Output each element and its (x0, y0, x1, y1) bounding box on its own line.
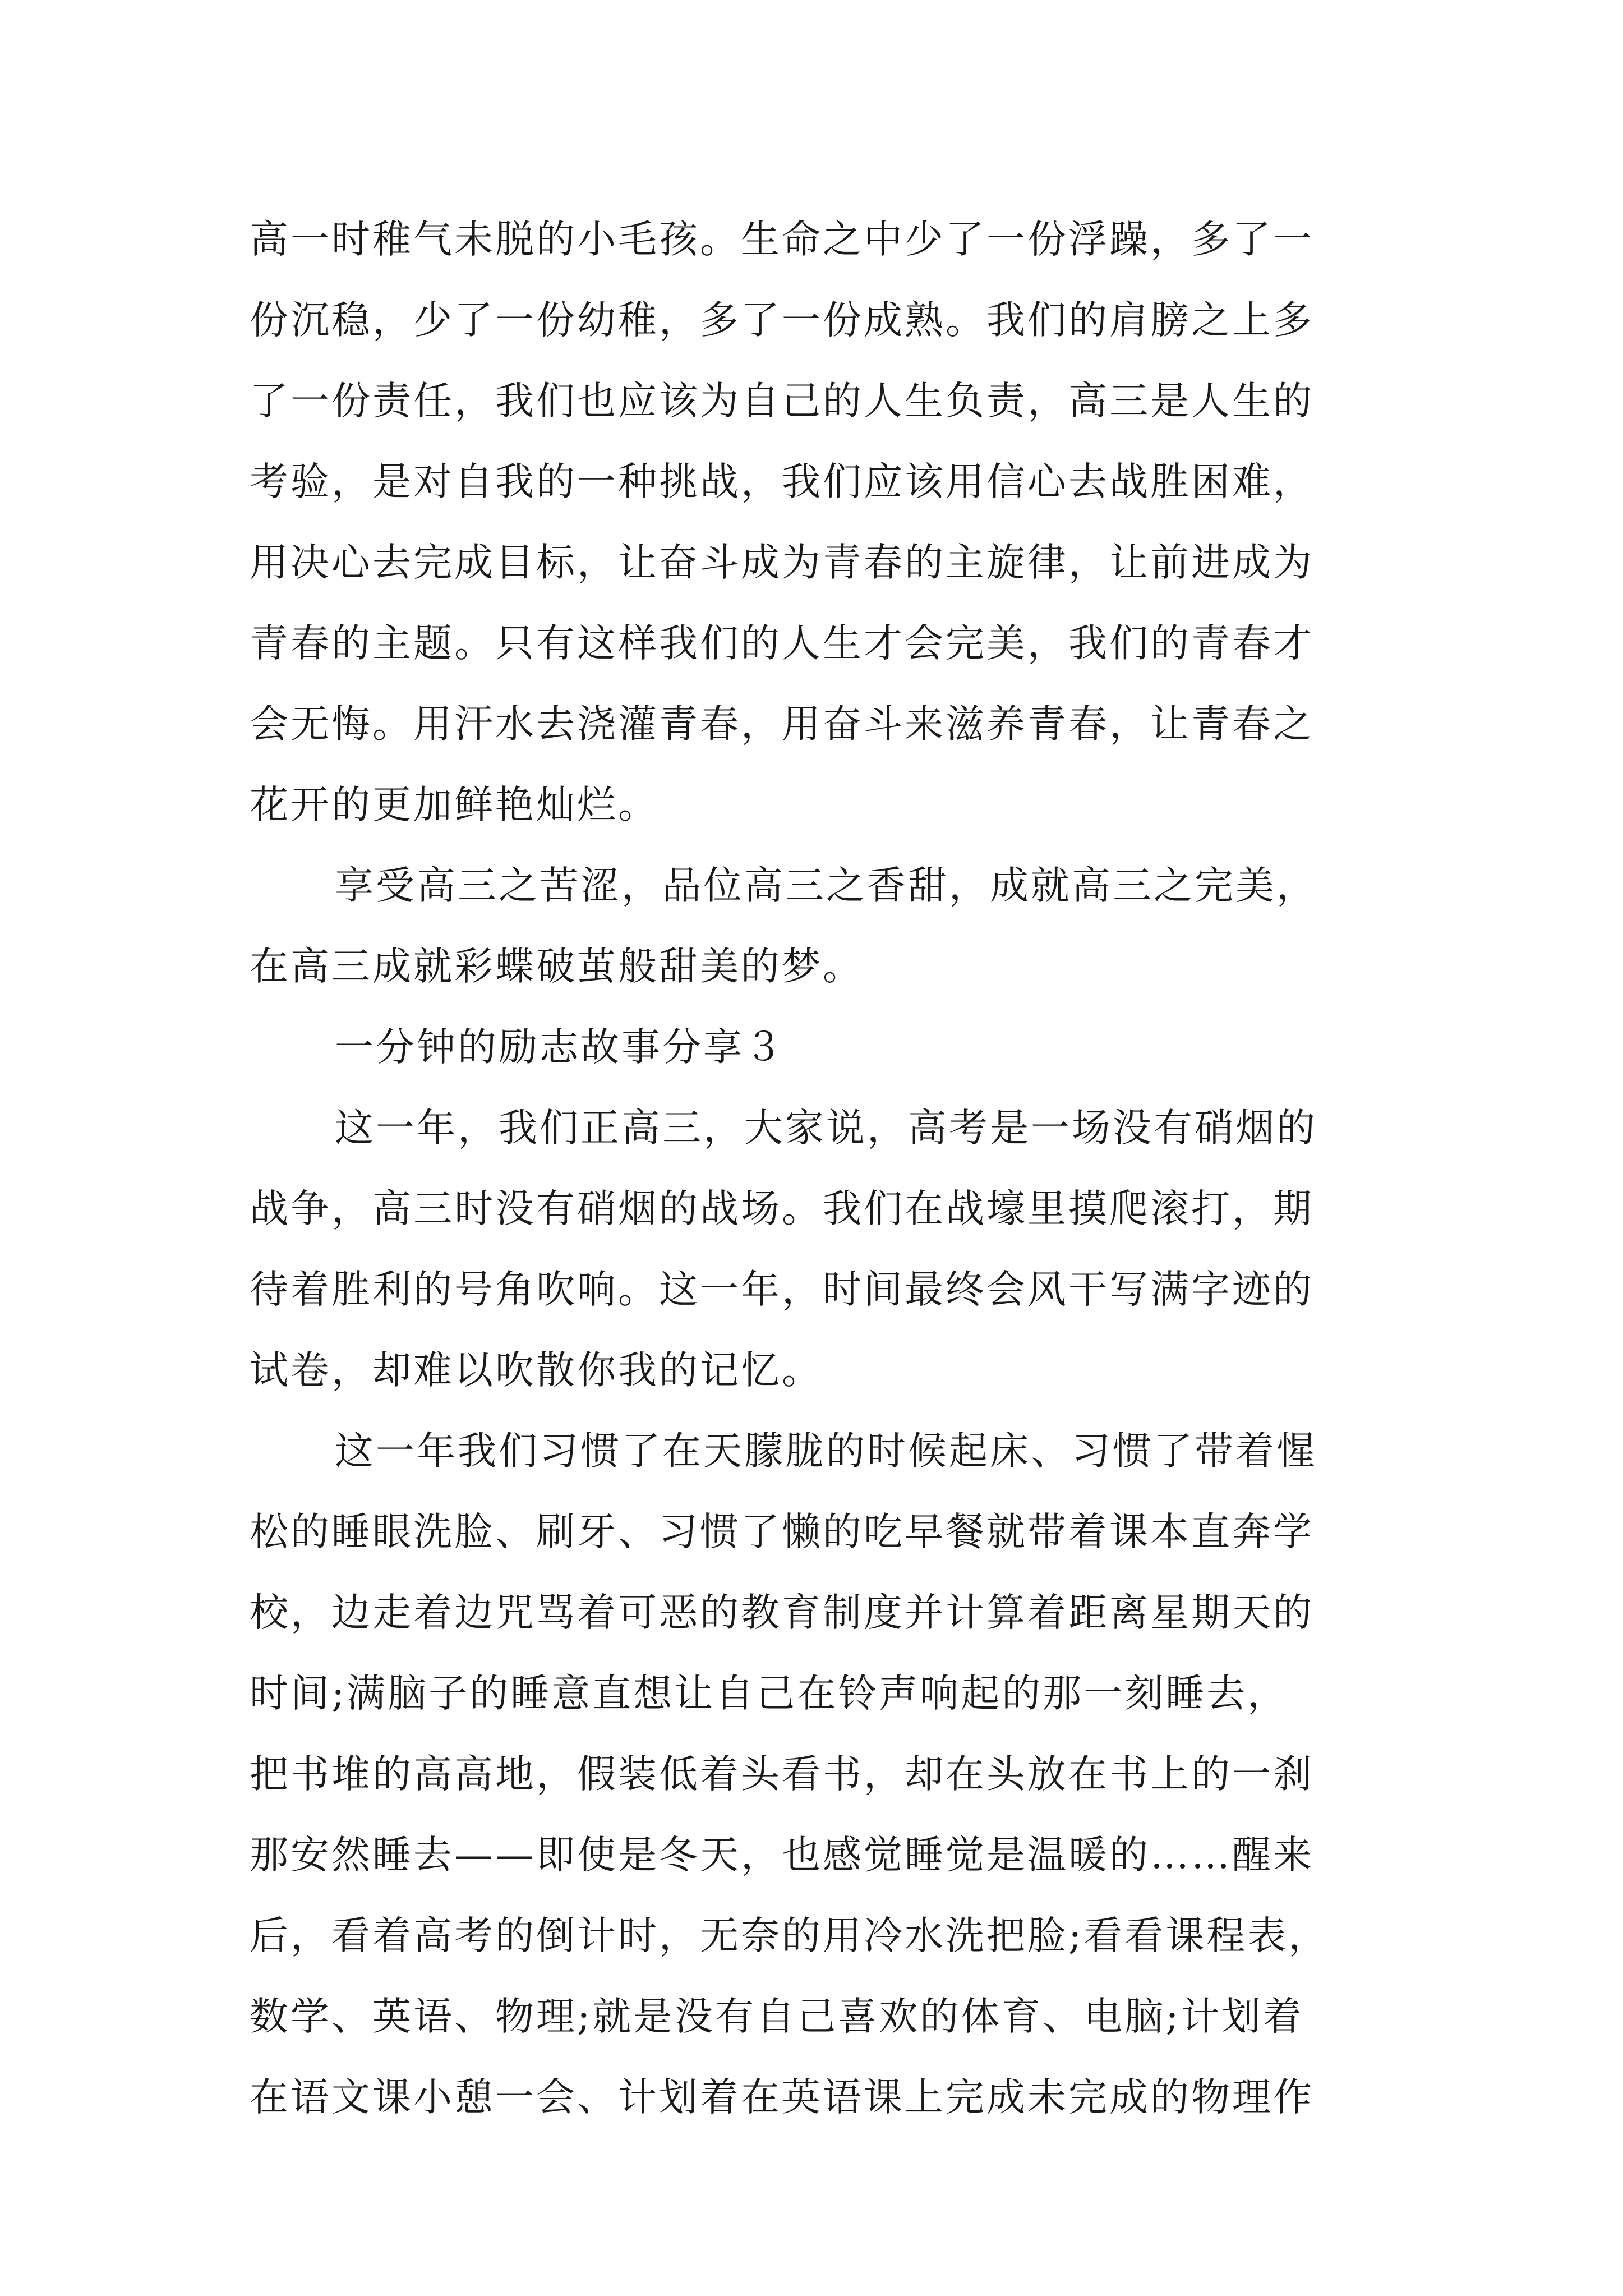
text-line: 会无悔。用汗水去浇灌青春，用奋斗来滋养青春，让青春之 (250, 702, 1314, 747)
text-line: 在语文课小憩一会、计划着在英语课上完成未完成的物理作 (250, 2075, 1314, 2120)
text-line: 试卷，却难以吹散你我的记忆。 (250, 1348, 823, 1393)
text-line: 数学、英语、物理;就是没有自己喜欢的体育、电脑;计划着 (250, 1994, 1304, 2039)
text-line: 战争，高三时没有硝烟的战场。我们在战壕里摸爬滚打，期 (250, 1186, 1314, 1231)
text-line: 那安然睡去——即使是冬天，也感觉睡觉是温暖的……醒来 (250, 1833, 1314, 1878)
text-line: 后，看着高考的倒计时，无奈的用冷水洗把脸;看看课程表， (250, 1913, 1330, 1958)
text-line: 时间;满脑子的睡意直想让自己在铃声响起的那一刻睡去， (250, 1671, 1289, 1716)
text-line: 花开的更加鲜艳灿烂。 (250, 783, 659, 827)
text-line: 待着胜利的号角吹响。这一年，时间最终会风干写满字迹的 (250, 1267, 1314, 1312)
text-line: 把书堆的高高地，假装低着头看书，却在头放在书上的一刹 (250, 1752, 1314, 1797)
body-text (250, 199, 1394, 2138)
text-line: 了一份责任，我们也应该为自己的人生负责，高三是人生的 (250, 379, 1314, 424)
text-line: 这一年我们习惯了在天朦胧的时候起床、习惯了带着惺 (335, 1429, 1317, 1474)
text-line: 享受高三之苦涩，品位高三之香甜，成就高三之完美， (335, 863, 1317, 908)
text-line: 在高三成就彩蝶破茧般甜美的梦。 (250, 944, 864, 989)
text-line: 这一年，我们正高三，大家说，高考是一场没有硝烟的 (335, 1106, 1317, 1151)
text-line: 青春的主题。只有这样我们的人生才会完美，我们的青春才 (250, 621, 1314, 666)
text-line: 松的睡眼洗脸、刷牙、习惯了懒的吃早餐就带着课本直奔学 (250, 1510, 1314, 1554)
text-line: 一分钟的励志故事分享３ (335, 1025, 785, 1070)
text-line: 用决心去完成目标，让奋斗成为青春的主旋律，让前进成为 (250, 540, 1314, 585)
text-line: 份沉稳，少了一份幼稚，多了一份成熟。我们的肩膀之上多 (250, 298, 1314, 343)
text-line: 校，边走着边咒骂着可恶的教育制度并计算着距离星期天的 (250, 1590, 1314, 1635)
text-line: 高一时稚气未脱的小毛孩。生命之中少了一份浮躁，多了一 (250, 217, 1314, 262)
text-line: 考验，是对自我的一种挑战，我们应该用信心去战胜困难， (250, 459, 1314, 504)
